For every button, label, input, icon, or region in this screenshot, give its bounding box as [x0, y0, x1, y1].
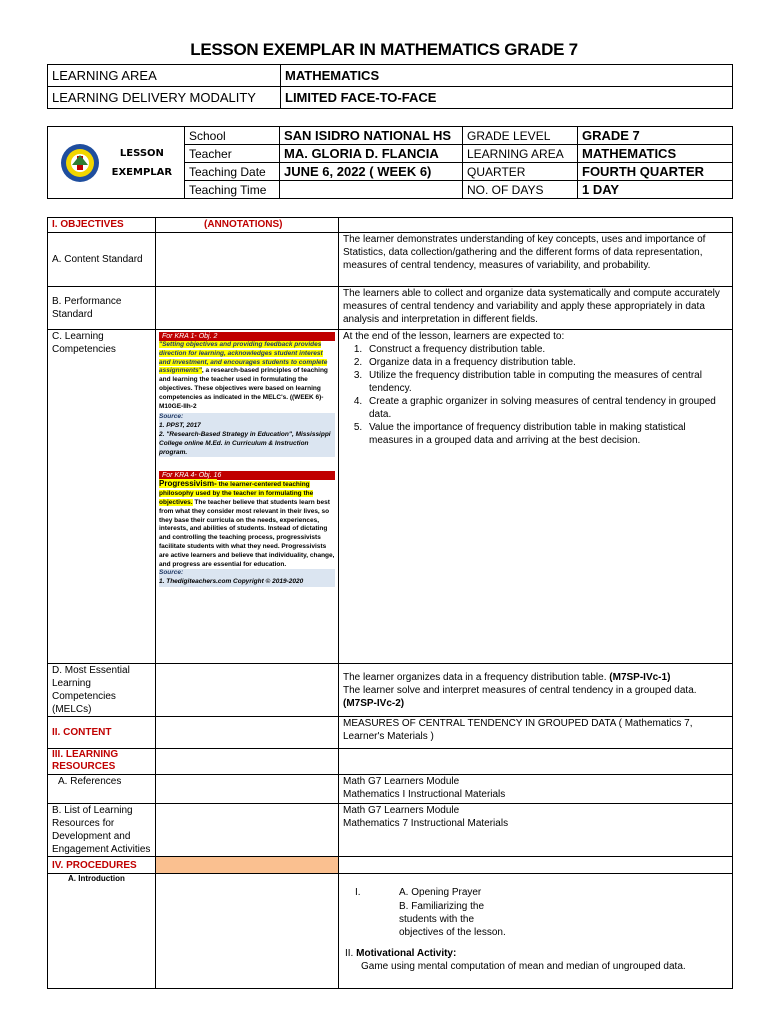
opening-prayer: A. Opening Prayer: [399, 887, 482, 898]
resource-item: Mathematics 7 Instructional Materials: [343, 818, 509, 829]
kra4-term: Progressivism-: [159, 479, 217, 489]
kra1-source-2: 2. "Research-Based Strategy in Education", Mississippi College online M.Ed. in Curriculum & Instruction program.: [159, 430, 331, 456]
lesson-label: LESSON: [119, 147, 164, 159]
area-value: MATHEMATICS: [578, 145, 733, 163]
annotations-heading: (ANNOTATIONS): [156, 218, 339, 233]
quarter-label: QUARTER: [463, 163, 578, 181]
content-heading: II. CONTENT: [48, 717, 156, 749]
school-seal-icon: [60, 143, 100, 183]
resource-item: Math G7 Learners Module: [343, 805, 460, 816]
reference-item: Math G7 Learners Module: [343, 776, 460, 787]
kra4-text: The teacher believe that students learn best from what they consider most relevant in their lives, so they base their curricula on the needs, experiences, interests, and abilities of students. Instead of dictating and controlling the teaching process, progressivists facilitate students with what they need. Progressivists are active learners and believe that individuality, change, and progress are essential for education.: [159, 498, 335, 568]
performance-standard-label: B. Performance Standard: [48, 287, 156, 330]
teacher-label: Teacher: [185, 145, 280, 163]
competency-item: 2. Organize data in a frequency distribution table.: [365, 356, 728, 369]
introduction-content: [339, 874, 733, 989]
competencies-list: [343, 343, 728, 447]
exemplar-label: EXEMPLAR: [111, 166, 173, 178]
references-label: A. References: [48, 775, 156, 804]
competencies-content: [339, 330, 733, 664]
days-value: 1 DAY: [578, 181, 733, 199]
kra1-source-label: Source:: [159, 413, 184, 421]
time-label: Teaching Time: [185, 181, 280, 199]
learning-competencies-label: C. Learning Competencies: [48, 330, 156, 664]
procedures-annotation-cell: [156, 857, 339, 874]
objectives-heading: I. OBJECTIVES: [48, 218, 156, 233]
familiarizing-line: B. Familiarizing the: [399, 901, 485, 912]
competency-item: 4. Create a graphic organizer in solving measures of central tendency in grouped data.: [365, 395, 728, 421]
melcs-text-1: The learner organizes data in a frequency distribution table.: [343, 671, 607, 683]
kra1-sources: [159, 413, 335, 457]
introduction-label: A. Introduction: [48, 874, 156, 989]
melcs-code-2: (M7SP-IVc-2): [343, 697, 405, 709]
kra4-sources: [159, 569, 335, 587]
competency-item: 1. Construct a frequency distribution table.: [365, 343, 728, 356]
resources-list-content: [339, 804, 733, 857]
content-standard-text: The learner demonstrates understanding of key concepts, uses and importance of Statistics, data collection/gathering and the different forms of data representation, measures of central tendency, measures of variability, and probability.: [339, 233, 733, 287]
area-label: LEARNING AREA: [463, 145, 578, 163]
quarter-value: FOURTH QUARTER: [578, 163, 733, 181]
melcs-code-1: (M7SP-IVc-1): [609, 671, 671, 683]
annotation-cell: [156, 330, 339, 664]
content-text: MEASURES OF CENTRAL TENDENCY IN GROUPED DATA ( Mathematics 7, Learner's Materials ): [339, 717, 733, 749]
melcs-content: [339, 664, 733, 717]
melcs-label: D. Most Essential Learning Competencies (MELCs): [48, 664, 156, 717]
school-label: School: [185, 127, 280, 145]
learning-area-label: LEARNING AREA: [48, 65, 281, 87]
roman-two: II.: [345, 948, 354, 959]
motivational-label: Motivational Activity:: [356, 948, 457, 959]
days-label: NO. OF DAYS: [463, 181, 578, 199]
familiarizing-line: students with the: [399, 914, 475, 925]
kra1-tag: For KRA 1- Obj. 2: [159, 332, 335, 341]
kra4-source-label: Source:: [159, 569, 184, 577]
roman-one: I.: [355, 887, 361, 898]
kra1-quote: "Setting objectives and providing feedback provides direction for learning, acknowledges student interest and investment, and encourages students to complete assignments": [159, 341, 328, 375]
kra4-source-1: 1. Thedigiteachers.com Copyright © 2019-2020: [159, 578, 304, 586]
kra1-source-1: 1. PPST, 2017: [159, 422, 201, 430]
melcs-text-2: The learner solve and interpret measures of central tendency in a grouped data.: [343, 684, 697, 696]
learning-area-value: MATHEMATICS: [281, 65, 733, 87]
info-table: [47, 126, 733, 199]
grade-value: GRADE 7: [578, 127, 733, 145]
resources-list-label: B. List of Learning Resources for Development and Engagement Activities: [48, 804, 156, 857]
date-label: Teaching Date: [185, 163, 280, 181]
competency-item: 5. Value the importance of frequency distribution table in making statistical measures in a grouped data and arriving at the best decision.: [365, 421, 728, 447]
grade-label: GRADE LEVEL: [463, 127, 578, 145]
teacher-value: MA. GLORIA D. FLANCIA: [280, 145, 463, 163]
lesson-plan-table: [47, 217, 733, 989]
logo-cell: [48, 127, 185, 199]
resources-heading: III. LEARNING RESOURCES: [48, 749, 156, 775]
kra1-text: , a research-based principles of teaching and learning the teacher used in formulating the objectives. These objectives were based on learning competencies as indicated in the MELC's. ((WEEK 6)- M10GE-IIh-2: [159, 367, 328, 410]
date-value: JUNE 6, 2022 ( WEEK 6): [280, 163, 463, 181]
performance-standard-text: The learners able to collect and organize data systematically and compute accurately measures of central tendency and variability and apply these appropriately in data analysis and interpretation in different fields.: [339, 287, 733, 330]
document-title: LESSON EXEMPLAR IN MATHEMATICS GRADE 7: [190, 40, 578, 59]
time-value: [280, 181, 463, 199]
kra4-highlight: the learner-centered teaching philosophy used by the teacher in formulating the objectives.: [159, 481, 314, 506]
school-value: SAN ISIDRO NATIONAL HS: [280, 127, 463, 145]
modality-label: LEARNING DELIVERY MODALITY: [48, 87, 281, 109]
references-content: [339, 775, 733, 804]
motivational-text: Game using mental computation of mean and median of ungrouped data.: [361, 961, 686, 972]
header-table: [47, 64, 733, 109]
familiarizing-line: objectives of the lesson.: [399, 927, 506, 938]
modality-value: LIMITED FACE-TO-FACE: [281, 87, 733, 109]
reference-item: Mathematics I Instructional Materials: [343, 789, 506, 800]
procedures-heading: IV. PROCEDURES: [48, 857, 156, 874]
content-standard-label: A. Content Standard: [48, 233, 156, 287]
competencies-intro: At the end of the lesson, learners are expected to:: [343, 331, 565, 342]
kra4-tag: For KRA 4- Obj. 16: [159, 471, 335, 480]
competency-item: 3. Utilize the frequency distribution table in computing the measures of central tendency.: [365, 369, 728, 395]
